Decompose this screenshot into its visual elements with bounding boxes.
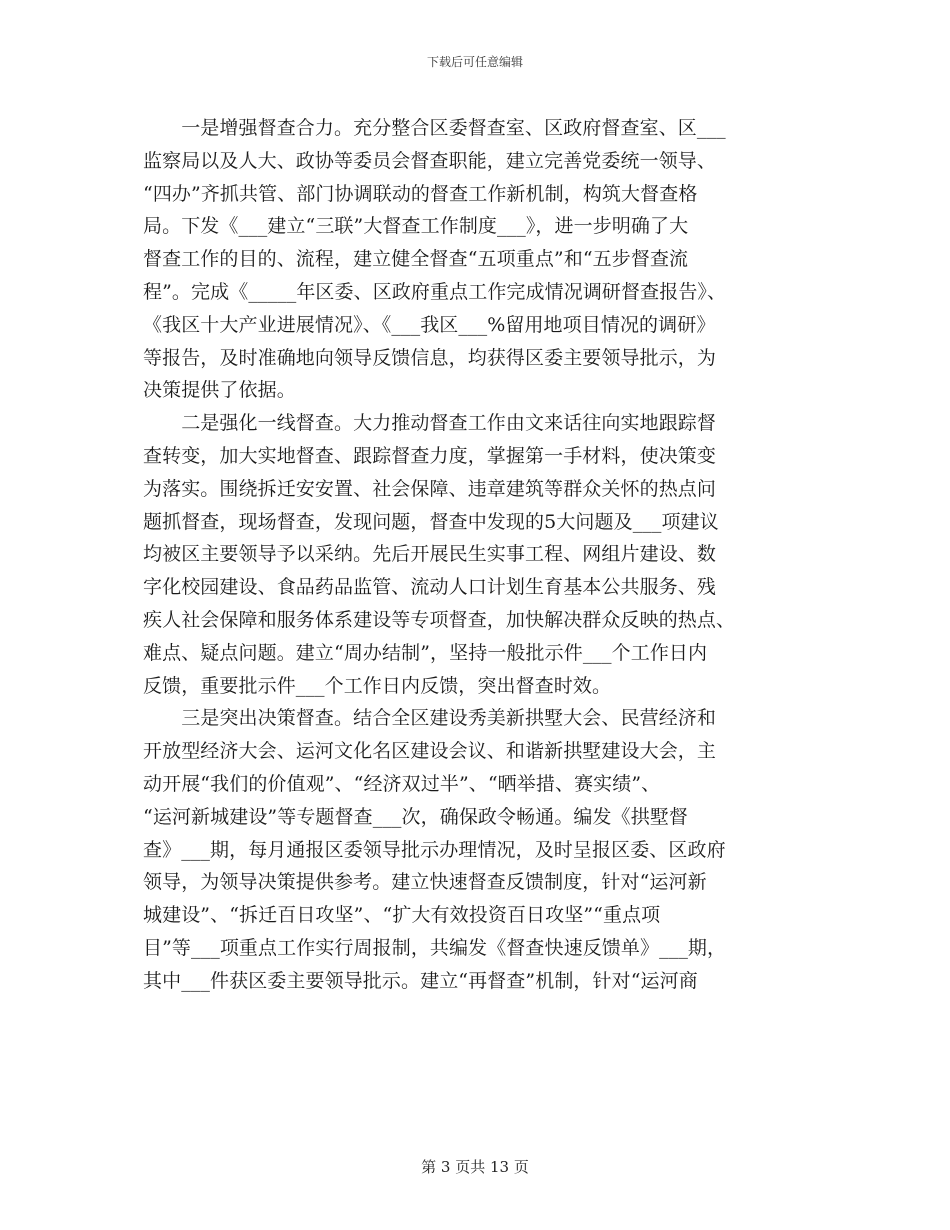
text-line: 其中___件获区委主要领导批示。建立“再督查”机制，针对“运河商 bbox=[143, 969, 698, 992]
document-body bbox=[143, 112, 843, 998]
text-line: 决策提供了依据。 bbox=[143, 379, 296, 402]
text-line: 疾人社会保障和服务体系建设等专项督查，加快解决群众反映的热点、 bbox=[143, 608, 736, 631]
text-line: 程”。完成《_____年区委、区政府重点工作完成情况调研督查报告》、 bbox=[143, 280, 727, 303]
page-number-footer: 第 3 页共 13 页 bbox=[421, 1158, 529, 1176]
text-line: 《我区十大产业进展情况》、《___我区___%留用地项目情况的调研》 bbox=[143, 313, 716, 336]
text-line: “四办”齐抓共管、部门协调联动的督查工作新机制，构筑大督查格 bbox=[143, 182, 698, 205]
text-line: 反馈，重要批示件___个工作日内反馈，突出督查时效。 bbox=[143, 674, 612, 697]
text-line: 二是强化一线督查。大力推动督查工作由文来话往向实地跟踪督 bbox=[143, 412, 717, 435]
text-line: “运河新城建设”等专题督查___次，确保政令畅通。编发《拱墅督 bbox=[143, 805, 689, 828]
text-line: 督查工作的目的、流程，建立健全督查“五项重点”和“五步督查流 bbox=[143, 248, 689, 271]
text-line: 查转变，加大实地督查、跟踪督查力度，掌握第一手材料，使决策变 bbox=[143, 444, 717, 467]
text-line: 为落实。围绕拆迁安安置、社会保障、违章建筑等群众关怀的热点问 bbox=[143, 477, 717, 500]
paragraph-2 bbox=[143, 407, 843, 702]
paragraph-3 bbox=[143, 702, 843, 997]
text-line: 目”等___项重点工作实行周报制，共编发《督查快速反馈单》___期， bbox=[143, 936, 727, 959]
text-line: 动开展“我们的价值观”、“经济双过半”、“晒举措、赛实绩”、 bbox=[143, 772, 661, 795]
text-line: 字化校园建设、食品药品监管、流动人口计划生育基本公共服务、残 bbox=[143, 576, 717, 599]
text-line: 城建设”、“拆迁百日攻坚”、“扩大有效投资百日攻坚”“重点项 bbox=[143, 904, 661, 927]
text-line: 三是突出决策督查。结合全区建设秀美新拱墅大会、民营经济和 bbox=[143, 707, 717, 730]
text-line: 难点、疑点问题。建立“周办结制”，坚持一般批示件___个工作日内 bbox=[143, 641, 708, 664]
text-line: 均被区主要领导予以采纳。先后开展民生实事工程、网组片建设、数 bbox=[143, 543, 717, 566]
text-line: 等报告，及时准确地向领导反馈信息，均获得区委主要领导批示，为 bbox=[143, 346, 717, 369]
text-line: 局。下发《___建立“三联”大督查工作制度___》，进一步明确了大 bbox=[143, 215, 689, 238]
text-line: 开放型经济大会、运河文化名区建设会议、和谐新拱墅建设大会，主 bbox=[143, 740, 717, 763]
text-line: 题抓督查，现场督查，发现问题，督查中发现的5大问题及___项建议 bbox=[143, 510, 719, 533]
text-line: 监察局以及人大、政协等委员会督查职能，建立完善党委统一领导、 bbox=[143, 149, 717, 172]
paragraph-1 bbox=[143, 112, 843, 407]
text-line: 领导，为领导决策提供参考。建立快速督查反馈制度，针对“运河新 bbox=[143, 871, 707, 894]
page-header: 下载后可任意编辑 bbox=[426, 55, 523, 69]
text-line: 一是增强督查合力。充分整合区委督查室、区政府督查室、区___ bbox=[143, 117, 726, 139]
text-line: 查》___期，每月通报区委领导批示办理情况，及时呈报区委、区政府 bbox=[143, 838, 726, 861]
